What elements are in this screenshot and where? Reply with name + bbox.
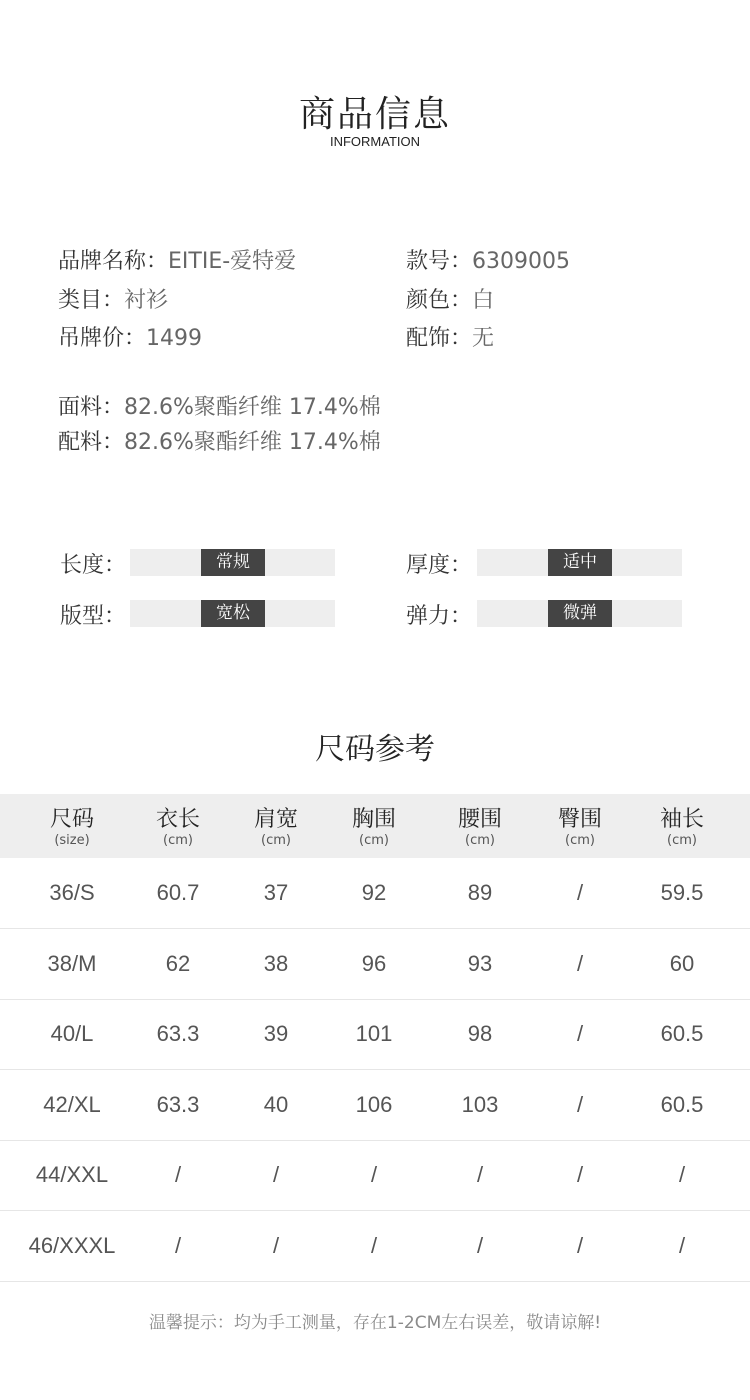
- measurement-cell: /: [174, 1162, 182, 1187]
- page-subtitle: INFORMATION: [329, 134, 421, 149]
- header-length-name: 衣长: [155, 807, 200, 832]
- info-tag-price: [58, 321, 202, 352]
- measurement-cell: 89: [467, 880, 493, 905]
- info-lining: [58, 425, 381, 456]
- measurement-cell: /: [476, 1232, 484, 1258]
- accessory-label: 配饰：: [406, 326, 473, 351]
- header-waist: [430, 802, 530, 848]
- size-chart-title: 尺码参考: [315, 732, 435, 767]
- info-accessory: [406, 321, 494, 352]
- info-category: [58, 283, 168, 314]
- info-color: [406, 283, 494, 314]
- measurement-cell: 93: [467, 950, 493, 976]
- color-value: 白: [472, 288, 495, 313]
- measurement-cell: /: [476, 1162, 484, 1187]
- measurement-cell: 96: [361, 950, 387, 976]
- header-chest-name: 胸围: [351, 807, 396, 832]
- measurement-cell: 92: [361, 880, 387, 905]
- tag-price-label: 吊牌价：: [58, 326, 147, 351]
- thickness-label: 厚度：: [406, 553, 473, 578]
- size-cell: 36/S: [49, 880, 95, 905]
- size-table-header: [0, 794, 750, 858]
- tag-price-value: 1499: [146, 326, 203, 351]
- fit-tag: 宽松: [201, 600, 265, 627]
- header-sleeve: [632, 802, 732, 848]
- measurement-note: 温馨提示：均为手工测量，存在1-2CM左右误差，敬请谅解!: [148, 1313, 602, 1333]
- table-row: [0, 929, 750, 1000]
- color-label: 颜色：: [406, 288, 473, 313]
- measurement-cell: 101: [355, 1021, 393, 1046]
- measurement-cell: 37: [263, 880, 289, 905]
- measurement-cell: 106: [355, 1091, 393, 1117]
- measurement-cell: 60.5: [660, 1091, 704, 1117]
- table-row: [0, 858, 750, 929]
- brand-label: 品牌名称：: [58, 249, 169, 274]
- measurement-cell: /: [174, 1232, 182, 1258]
- header-shoulder-unit: (cm): [261, 833, 291, 848]
- lining-label: 配料：: [58, 430, 125, 455]
- measurement-cell: /: [576, 950, 584, 976]
- header-chest: [324, 802, 424, 848]
- style-no-label: 款号：: [406, 249, 473, 274]
- measurement-cell: 60.7: [156, 880, 200, 905]
- measurement-cell: 60: [669, 950, 695, 976]
- measurement-cell: /: [678, 1232, 686, 1258]
- measurement-cell: 63.3: [156, 1091, 200, 1117]
- measurement-cell: /: [272, 1232, 280, 1258]
- measurement-cell: 38: [263, 950, 289, 976]
- info-brand: [58, 244, 296, 275]
- measurement-cell: /: [576, 1232, 584, 1258]
- measurement-cell: /: [370, 1232, 378, 1258]
- page-title: 商品信息: [298, 94, 451, 135]
- size-cell: 46/XXXL: [28, 1232, 116, 1258]
- elasticity-tag: 微弹: [548, 600, 612, 627]
- header-size-name: 尺码: [49, 807, 94, 832]
- header-shoulder-name: 肩宽: [253, 807, 298, 832]
- category-label: 类目：: [58, 288, 125, 313]
- measurement-cell: 63.3: [156, 1021, 200, 1046]
- measurement-cell: 59.5: [660, 880, 704, 905]
- header-waist-name: 腰围: [457, 807, 502, 832]
- brand-value: EITIE-爱特爱: [168, 249, 297, 274]
- fabric-value: 82.6%聚酯纤维 17.4%棉: [124, 395, 381, 420]
- header-hip-name: 臀围: [557, 807, 602, 832]
- size-cell: 38/M: [47, 950, 97, 976]
- measurement-cell: /: [576, 1091, 584, 1117]
- fit-label: 版型：: [60, 604, 127, 629]
- header-length-unit: (cm): [163, 833, 193, 848]
- header-sleeve-name: 袖长: [659, 807, 704, 832]
- table-row: [0, 1211, 750, 1282]
- measurement-cell: /: [678, 1162, 686, 1187]
- size-cell: 40/L: [50, 1021, 94, 1046]
- header-size: [22, 802, 122, 848]
- header-length: [128, 802, 228, 848]
- header-hip: [530, 802, 630, 848]
- measurement-cell: /: [370, 1162, 378, 1187]
- measurement-cell: /: [576, 880, 584, 905]
- header-size-unit: (size): [54, 833, 90, 848]
- measurement-cell: /: [576, 1021, 584, 1046]
- length-tag: 常规: [201, 549, 265, 576]
- header-shoulder: [226, 802, 326, 848]
- measurement-cell: /: [576, 1162, 584, 1187]
- accessory-value: 无: [472, 326, 495, 351]
- size-cell: 44/XXL: [35, 1162, 109, 1187]
- table-row: [0, 1070, 750, 1141]
- measurement-cell: 60.5: [660, 1021, 704, 1046]
- header-hip-unit: (cm): [565, 833, 595, 848]
- measurement-cell: /: [272, 1162, 280, 1187]
- table-row: [0, 1140, 750, 1211]
- header-sleeve-unit: (cm): [667, 833, 697, 848]
- measurement-cell: 39: [263, 1021, 289, 1046]
- info-style-no: [406, 244, 570, 275]
- fabric-label: 面料：: [58, 395, 125, 420]
- measurement-cell: 103: [461, 1091, 499, 1117]
- elasticity-label: 弹力：: [406, 604, 473, 629]
- style-no-value: 6309005: [472, 249, 570, 274]
- header-waist-unit: (cm): [465, 833, 495, 848]
- length-label: 长度：: [60, 553, 127, 578]
- table-row: [0, 999, 750, 1070]
- header-chest-unit: (cm): [359, 833, 389, 848]
- thickness-tag: 适中: [548, 549, 612, 576]
- measurement-cell: 98: [467, 1021, 493, 1046]
- info-fabric: [58, 390, 381, 421]
- category-value: 衬衫: [124, 288, 169, 313]
- size-cell: 42/XL: [43, 1091, 101, 1117]
- measurement-cell: 40: [263, 1091, 289, 1117]
- measurement-cell: 62: [165, 950, 191, 976]
- lining-value: 82.6%聚酯纤维 17.4%棉: [124, 430, 381, 455]
